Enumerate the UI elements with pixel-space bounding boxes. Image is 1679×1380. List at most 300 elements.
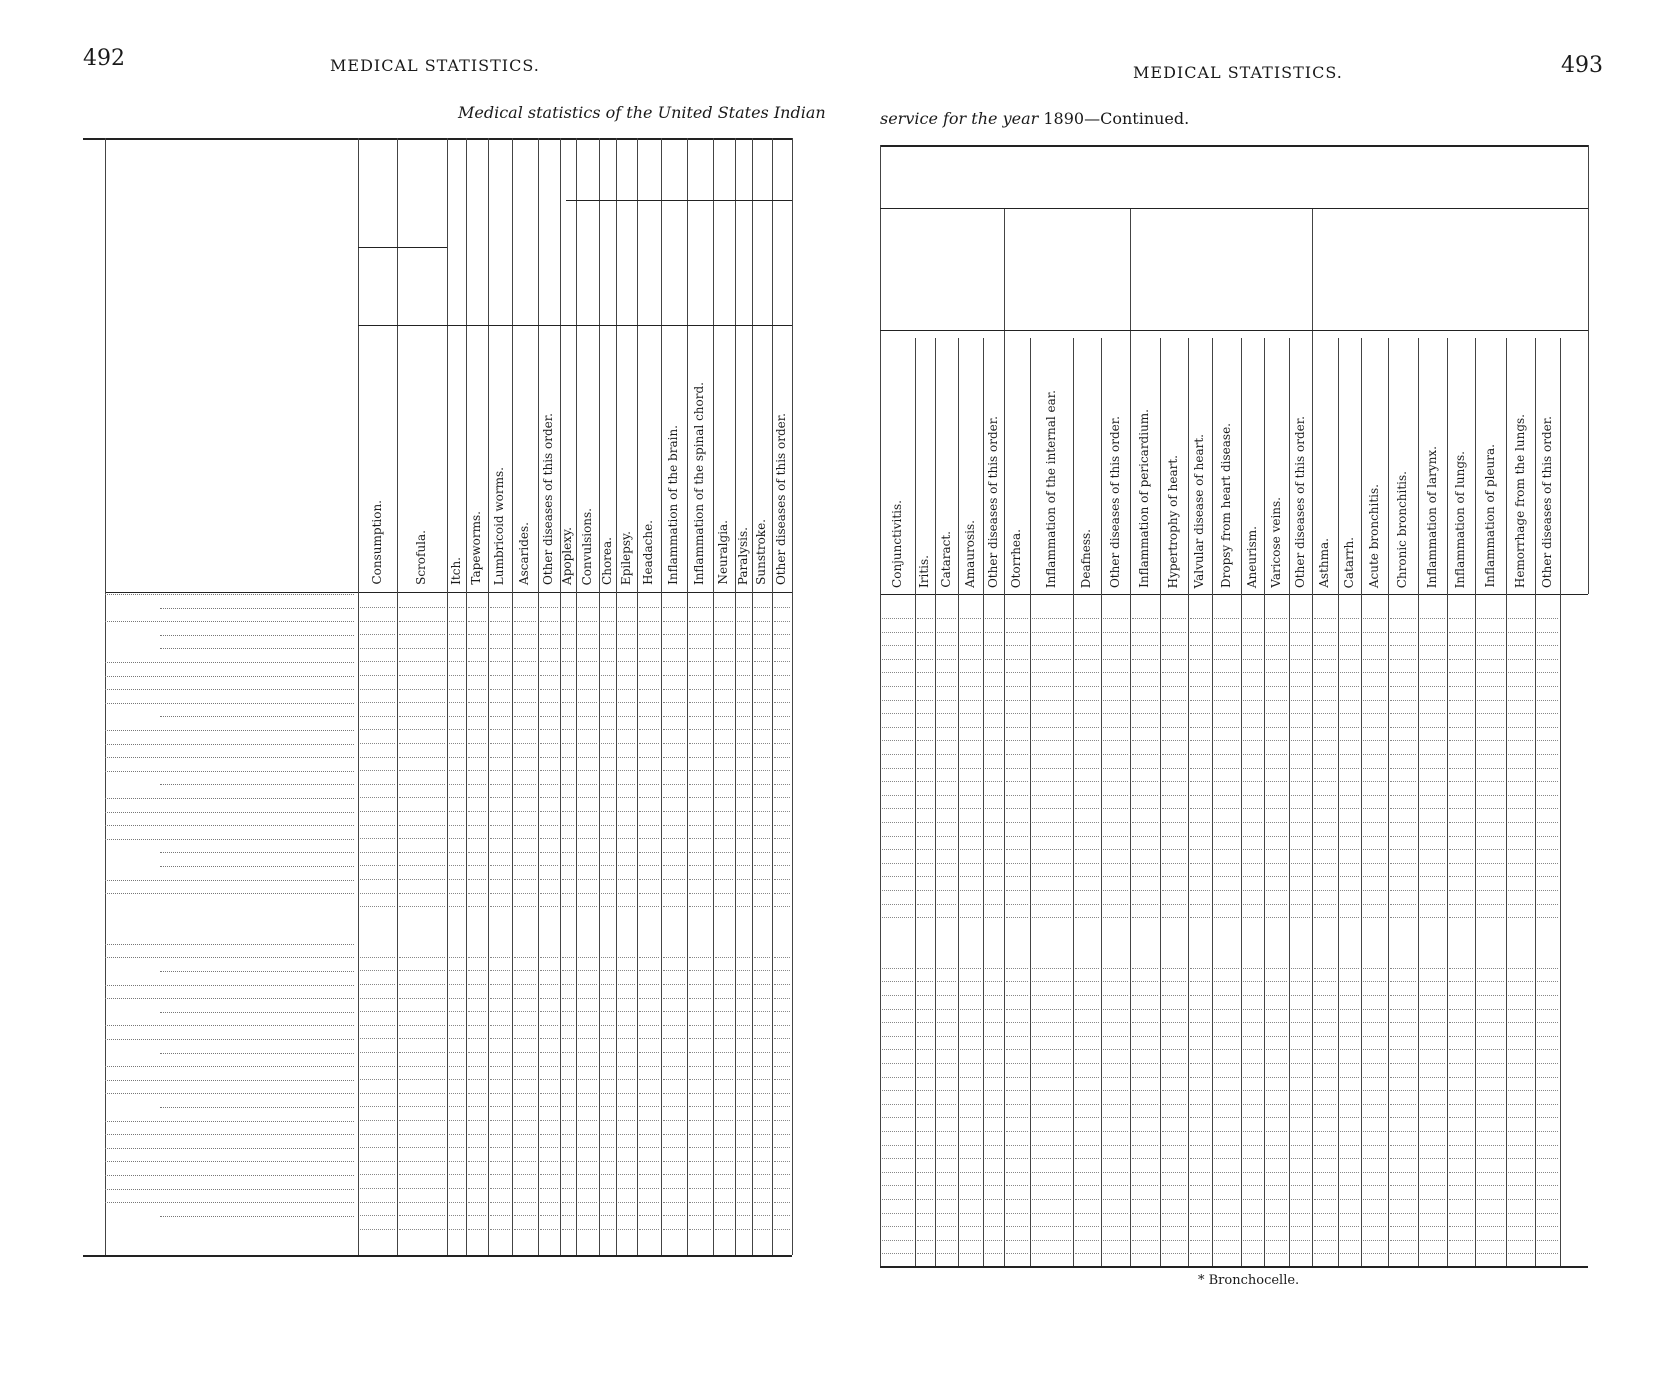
dot-leader: [1214, 917, 1239, 918]
right-column-label: Conjunctivitis.: [889, 500, 904, 588]
dot-leader: [1075, 1104, 1099, 1105]
dot-leader: [360, 689, 395, 690]
dot-leader: [562, 634, 574, 635]
dot-leader: [960, 1240, 981, 1241]
dot-leader: [490, 634, 510, 635]
dot-leader: [1390, 1049, 1416, 1050]
dot-leader: [618, 811, 635, 812]
dot-leader: [1190, 1117, 1210, 1118]
dot-leader: [360, 729, 395, 730]
dot-leader: [689, 906, 711, 907]
dot-leader: [449, 970, 464, 971]
dot-leader: [468, 607, 486, 608]
dot-leader: [1006, 1158, 1028, 1159]
dot-leader: [937, 618, 956, 619]
dot-leader: [1075, 849, 1099, 850]
dot-leader: [774, 770, 790, 771]
dot-leader: [490, 757, 510, 758]
dot-leader: [514, 1161, 536, 1162]
dot-leader: [774, 984, 790, 985]
dot-leader: [540, 797, 558, 798]
dot-leader: [514, 970, 536, 971]
dot-leader: [540, 1011, 558, 1012]
dot-leader: [1537, 1077, 1558, 1078]
dot-leader: [1214, 1158, 1239, 1159]
dot-leader: [663, 825, 685, 826]
dot-leader: [1103, 849, 1128, 850]
dot-leader: [1162, 686, 1186, 687]
dot-leader: [601, 1106, 614, 1107]
dot-leader: [1390, 1009, 1416, 1010]
dot-leader: [1314, 1172, 1336, 1173]
left-column-divider: [576, 138, 577, 1255]
dot-leader: [689, 838, 711, 839]
dot-leader: [1314, 1145, 1336, 1146]
dot-leader: [562, 852, 574, 853]
left-column-divider: [560, 138, 561, 1255]
dot-leader: [737, 689, 750, 690]
dot-leader: [468, 661, 486, 662]
dot-leader: [360, 957, 395, 958]
left-column-label: Paralysis.: [735, 526, 750, 585]
location-name: [105, 1066, 354, 1067]
dot-leader: [960, 672, 981, 673]
dot-leader: [1291, 713, 1310, 714]
dot-leader: [1132, 849, 1158, 850]
dot-leader: [1032, 645, 1071, 646]
dot-leader: [1266, 1090, 1287, 1091]
dot-leader: [1508, 1117, 1533, 1118]
dot-leader: [468, 634, 486, 635]
dot-leader: [689, 1120, 711, 1121]
dot-leader: [468, 893, 486, 894]
dot-leader: [601, 893, 614, 894]
dot-leader: [490, 852, 510, 853]
dot-leader: [1508, 1022, 1533, 1023]
dot-leader: [468, 1120, 486, 1121]
dot-leader: [399, 838, 445, 839]
dot-leader: [1477, 1009, 1504, 1010]
dot-leader: [737, 729, 750, 730]
dot-leader: [1340, 863, 1359, 864]
dot-leader: [882, 1009, 913, 1010]
dot-leader: [1266, 1172, 1287, 1173]
dot-leader: [1266, 981, 1287, 982]
location-name: [160, 635, 354, 636]
dot-leader: [1190, 904, 1210, 905]
dot-leader: [1103, 1009, 1128, 1010]
dot-leader: [360, 661, 395, 662]
dot-leader: [937, 822, 956, 823]
dot-leader: [937, 968, 956, 969]
dot-leader: [1132, 917, 1158, 918]
dot-leader: [1390, 1145, 1416, 1146]
left-column-divider: [713, 138, 714, 1255]
dot-leader: [1449, 672, 1473, 673]
dot-leader: [754, 1066, 770, 1067]
dot-leader: [514, 852, 536, 853]
dot-leader: [960, 822, 981, 823]
left-column-label: Other diseases of this order.: [541, 412, 555, 585]
dot-leader: [540, 825, 558, 826]
dot-leader: [1266, 1077, 1287, 1078]
right-column-divider: [1338, 338, 1339, 1266]
dot-leader: [490, 729, 510, 730]
dot-leader: [1477, 1145, 1504, 1146]
dot-leader: [1537, 876, 1558, 877]
dot-leader: [1266, 1049, 1287, 1050]
dot-leader: [737, 838, 750, 839]
dot-leader: [1449, 1077, 1473, 1078]
dot-leader: [1314, 968, 1336, 969]
dot-leader: [1132, 981, 1158, 982]
dot-leader: [490, 1188, 510, 1189]
dot-leader: [618, 852, 635, 853]
dot-leader: [449, 1188, 464, 1189]
dot-leader: [1243, 1253, 1262, 1254]
dot-leader: [960, 995, 981, 996]
dot-leader: [514, 607, 536, 608]
dot-leader: [360, 757, 395, 758]
dot-leader: [917, 1049, 933, 1050]
dot-leader: [1390, 1022, 1416, 1023]
dot-leader: [1314, 795, 1336, 796]
dot-leader: [540, 1174, 558, 1175]
dot-leader: [715, 1147, 733, 1148]
dot-leader: [601, 1202, 614, 1203]
dot-leader: [1340, 968, 1359, 969]
dot-leader: [1537, 795, 1558, 796]
dot-leader: [1214, 1104, 1239, 1105]
dot-leader: [754, 1093, 770, 1094]
dot-leader: [1390, 1172, 1416, 1173]
dot-leader: [882, 618, 913, 619]
dot-leader: [1075, 917, 1099, 918]
dot-leader: [1420, 1253, 1445, 1254]
dot-leader: [1132, 727, 1158, 728]
dot-leader: [1314, 1063, 1336, 1064]
dot-leader: [468, 770, 486, 771]
dot-leader: [715, 743, 733, 744]
dot-leader: [960, 795, 981, 796]
dot-leader: [1190, 876, 1210, 877]
dot-leader: [1103, 781, 1128, 782]
dot-leader: [1243, 659, 1262, 660]
dot-leader: [1032, 1253, 1071, 1254]
dot-leader: [1243, 1185, 1262, 1186]
dot-leader: [882, 808, 913, 809]
dot-leader: [1214, 876, 1239, 877]
dot-leader: [689, 689, 711, 690]
dot-leader: [1162, 849, 1186, 850]
dot-leader: [639, 906, 659, 907]
dot-leader: [1162, 1009, 1186, 1010]
dot-leader: [639, 1215, 659, 1216]
dot-leader: [578, 998, 597, 999]
dot-leader: [618, 607, 635, 608]
dot-leader: [1340, 768, 1359, 769]
location-name: [105, 985, 354, 986]
dot-leader: [1266, 1036, 1287, 1037]
dot-leader: [1363, 822, 1386, 823]
dot-leader: [715, 1134, 733, 1135]
dot-leader: [1075, 1131, 1099, 1132]
dot-leader: [1508, 727, 1533, 728]
dot-leader: [1075, 754, 1099, 755]
dot-leader: [1162, 672, 1186, 673]
dot-leader: [1162, 632, 1186, 633]
dot-leader: [715, 879, 733, 880]
dot-leader: [663, 998, 685, 999]
dot-leader: [985, 1049, 1002, 1050]
dot-leader: [715, 1174, 733, 1175]
dot-leader: [1420, 1158, 1445, 1159]
right-column-label: Asthma.: [1317, 538, 1331, 588]
left-column-label: Scrofula.: [414, 530, 428, 585]
dot-leader: [562, 648, 574, 649]
dot-leader: [1032, 968, 1071, 969]
dot-leader: [1477, 1172, 1504, 1173]
dot-leader: [1075, 904, 1099, 905]
dot-leader: [1162, 754, 1186, 755]
dot-leader: [882, 795, 913, 796]
dot-leader: [1103, 1049, 1128, 1050]
dot-leader: [562, 970, 574, 971]
dot-leader: [562, 1120, 574, 1121]
dot-leader: [1508, 981, 1533, 982]
dot-leader: [601, 825, 614, 826]
dot-leader: [1449, 1036, 1473, 1037]
dot-leader: [578, 1202, 597, 1203]
dot-leader: [1190, 754, 1210, 755]
dot-leader: [1340, 1131, 1359, 1132]
dot-leader: [1132, 618, 1158, 619]
dot-leader: [360, 1188, 395, 1189]
dot-leader: [1075, 1185, 1099, 1186]
dot-leader: [468, 621, 486, 622]
dot-leader: [1363, 1131, 1386, 1132]
dot-leader: [1190, 1090, 1210, 1091]
dot-leader: [1420, 995, 1445, 996]
dot-leader: [917, 1036, 933, 1037]
dot-leader: [1103, 795, 1128, 796]
left-column-label: Chorea.: [599, 537, 614, 585]
dot-leader: [1266, 822, 1287, 823]
right-column-label: Dropsy from heart disease.: [1218, 423, 1233, 588]
dot-leader: [715, 1025, 733, 1026]
dot-leader: [1132, 754, 1158, 755]
dot-leader: [1449, 1049, 1473, 1050]
dot-leader: [985, 1036, 1002, 1037]
dot-leader: [562, 1188, 574, 1189]
dot-leader: [1214, 1213, 1239, 1214]
dot-leader: [1132, 1240, 1158, 1241]
dot-leader: [578, 1066, 597, 1067]
dot-leader: [1508, 1253, 1533, 1254]
dot-leader: [1508, 740, 1533, 741]
dot-leader: [689, 729, 711, 730]
dot-leader: [1214, 1226, 1239, 1227]
dot-leader: [1449, 863, 1473, 864]
dot-leader: [514, 906, 536, 907]
dot-leader: [1363, 1253, 1386, 1254]
dot-leader: [917, 1158, 933, 1159]
dot-leader: [1006, 1145, 1028, 1146]
dot-leader: [1291, 1117, 1310, 1118]
right-column-label: Amaurosis.: [962, 520, 977, 588]
dot-leader: [754, 852, 770, 853]
dot-leader: [399, 1215, 445, 1216]
dot-leader: [985, 1077, 1002, 1078]
dot-leader: [399, 1229, 445, 1230]
dot-leader: [399, 1052, 445, 1053]
dot-leader: [882, 713, 913, 714]
dot-leader: [360, 970, 395, 971]
left-column-divider: [616, 138, 617, 1255]
dot-leader: [754, 729, 770, 730]
dot-leader: [754, 1134, 770, 1135]
dot-leader: [514, 1106, 536, 1107]
dot-leader: [639, 1025, 659, 1026]
dot-leader: [917, 849, 933, 850]
dot-leader: [1508, 1009, 1533, 1010]
dot-leader: [937, 795, 956, 796]
dot-leader: [1314, 836, 1336, 837]
dot-leader: [960, 1226, 981, 1227]
dot-leader: [468, 1147, 486, 1148]
dot-leader: [917, 754, 933, 755]
dot-leader: [639, 811, 659, 812]
dot-leader: [514, 784, 536, 785]
dot-leader: [449, 811, 464, 812]
dot-leader: [937, 917, 956, 918]
dot-leader: [1508, 1213, 1533, 1214]
dot-leader: [1006, 713, 1028, 714]
dot-leader: [578, 1229, 597, 1230]
dot-leader: [1420, 1009, 1445, 1010]
dot-leader: [360, 648, 395, 649]
dot-leader: [639, 1052, 659, 1053]
dot-leader: [360, 838, 395, 839]
dot-leader: [917, 659, 933, 660]
dot-leader: [399, 1066, 445, 1067]
dot-leader: [578, 743, 597, 744]
location-name: [105, 703, 354, 704]
dot-leader: [917, 1253, 933, 1254]
dot-leader: [985, 727, 1002, 728]
dot-leader: [960, 1185, 981, 1186]
location-name: [105, 594, 354, 595]
dot-leader: [1243, 713, 1262, 714]
dot-leader: [1420, 1090, 1445, 1091]
dot-leader: [754, 1147, 770, 1148]
dot-leader: [360, 1174, 395, 1175]
dot-leader: [490, 784, 510, 785]
dot-leader: [1190, 618, 1210, 619]
dot-leader: [985, 968, 1002, 969]
dot-leader: [578, 1079, 597, 1080]
dot-leader: [1508, 968, 1533, 969]
dot-leader: [578, 811, 597, 812]
dot-leader: [468, 729, 486, 730]
left-column-divider: [792, 138, 793, 1255]
dot-leader: [937, 863, 956, 864]
dot-leader: [1075, 1199, 1099, 1200]
dot-leader: [540, 1093, 558, 1094]
dot-leader: [1132, 1145, 1158, 1146]
dot-leader: [1477, 1253, 1504, 1254]
left-column-label: Itch.: [448, 557, 463, 585]
dot-leader: [1006, 1213, 1028, 1214]
dot-leader: [360, 784, 395, 785]
dot-leader: [1340, 1240, 1359, 1241]
dot-leader: [468, 797, 486, 798]
dot-leader: [468, 1066, 486, 1067]
left-column-label: Headache.: [641, 520, 655, 585]
dot-leader: [1449, 727, 1473, 728]
dot-leader: [540, 661, 558, 662]
dot-leader: [985, 981, 1002, 982]
dot-leader: [1214, 700, 1239, 701]
dot-leader: [1006, 1063, 1028, 1064]
dot-leader: [1075, 890, 1099, 891]
dot-leader: [360, 675, 395, 676]
dot-leader: [514, 825, 536, 826]
dot-leader: [1449, 1185, 1473, 1186]
dot-leader: [1214, 1077, 1239, 1078]
dot-leader: [774, 1025, 790, 1026]
dot-leader: [1075, 686, 1099, 687]
dot-leader: [618, 675, 635, 676]
dot-leader: [1291, 890, 1310, 891]
dot-leader: [1537, 1172, 1558, 1173]
dot-leader: [562, 621, 574, 622]
dot-leader: [917, 1240, 933, 1241]
dot-leader: [540, 607, 558, 608]
dot-leader: [1508, 700, 1533, 701]
dot-leader: [540, 716, 558, 717]
dot-leader: [1508, 618, 1533, 619]
dot-leader: [1075, 1213, 1099, 1214]
dot-leader: [1314, 1117, 1336, 1118]
dot-leader: [1314, 876, 1336, 877]
dot-leader: [1266, 890, 1287, 891]
dot-leader: [1132, 968, 1158, 969]
dot-leader: [1190, 1240, 1210, 1241]
dot-leader: [639, 757, 659, 758]
dot-leader: [1420, 686, 1445, 687]
dot-leader: [1508, 904, 1533, 905]
dot-leader: [689, 825, 711, 826]
right-column-label: Varicose veins.: [1268, 497, 1283, 588]
dot-leader: [639, 797, 659, 798]
dot-leader: [774, 1120, 790, 1121]
dot-leader: [1291, 808, 1310, 809]
dot-leader: [1420, 1199, 1445, 1200]
dot-leader: [490, 1038, 510, 1039]
dot-leader: [1390, 1213, 1416, 1214]
right-column-divider: [1361, 338, 1362, 1266]
dot-leader: [715, 702, 733, 703]
dot-leader: [1032, 822, 1071, 823]
dot-leader: [618, 865, 635, 866]
dot-leader: [1075, 740, 1099, 741]
dot-leader: [754, 879, 770, 880]
dot-leader: [490, 1079, 510, 1080]
dot-leader: [601, 1038, 614, 1039]
location-name: [160, 971, 354, 972]
dot-leader: [715, 661, 733, 662]
